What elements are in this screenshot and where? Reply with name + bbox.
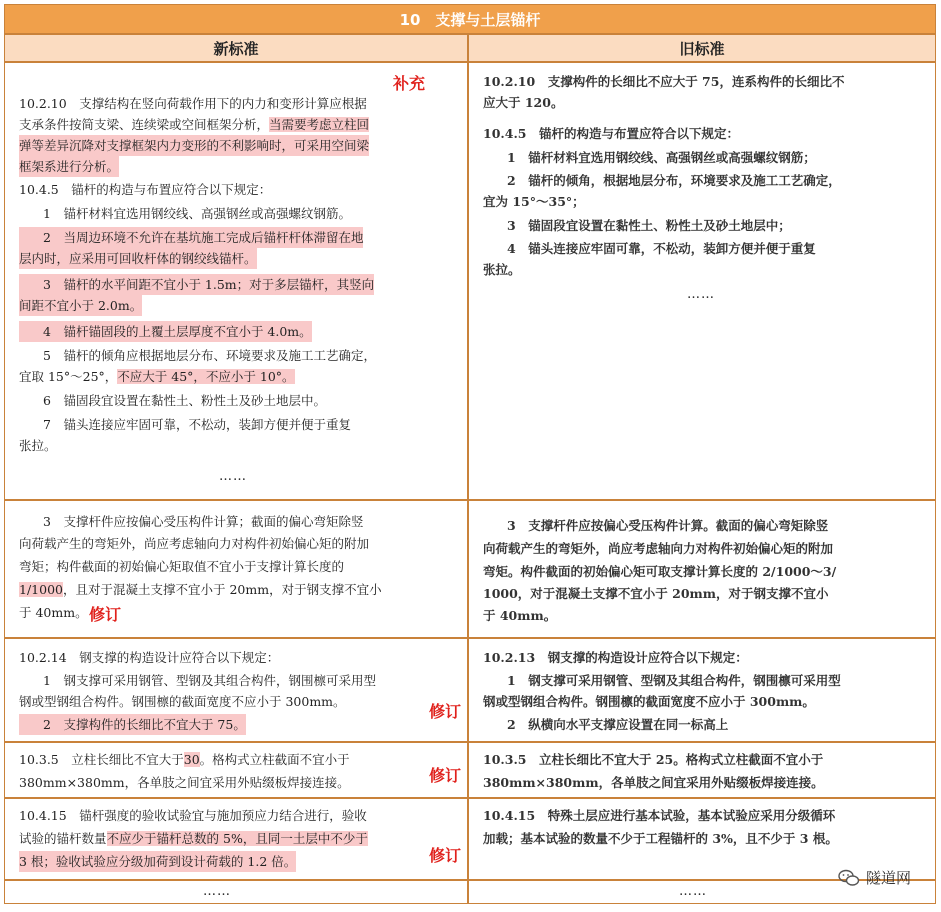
new-cell-row5 [4, 798, 468, 880]
text-line: 弯矩。构件截面的初始偏心矩可取支撑计算长度的 2/1000～3/ [483, 564, 837, 579]
text-line: 宜为 15°～35°； [483, 194, 585, 209]
revise-tag: 修订 [89, 605, 122, 624]
text-line: 7 锚头连接应牢固可靠，不松动，装卸方便并便于重复 [43, 417, 351, 432]
highlight: 不应大于 45°，不应小于 10°。 [117, 369, 295, 384]
text-line: 张拉。 [483, 262, 521, 277]
text-line: 10.4.5 锚杆的构造与布置应符合以下规定： [483, 126, 739, 141]
text-line-highlight: 3 锚杆的水平间距不宜小于 1.5m；对于多层锚杆，其竖向 [19, 274, 374, 295]
highlight: 当需要考虑立柱回 [269, 117, 370, 132]
text-line: 张拉。 [19, 438, 57, 453]
text-line-highlight: 3 根；验收试验应分级加荷到设计荷载的 1.2 倍。 [19, 851, 296, 872]
text-line-highlight: 4 锚杆锚固段的上覆土层厚度不宜小于 4.0m。 [19, 321, 312, 342]
table-title: 10 支撑与土层锚杆 [4, 4, 936, 34]
old-cell-row4 [468, 742, 936, 798]
text-line: 1 锚杆材料宜选用钢绞线、高强钢丝或高强螺纹钢筋。 [43, 206, 351, 221]
text-line-highlight: 框架系进行分析。 [19, 156, 119, 177]
text-line: 4 锚头连接应牢固可靠，不松动，装卸方便并便于重复 [507, 241, 816, 256]
text-line: 10.4.15 锚杆强度的验收试验宜与施加预应力结合进行，验收 [19, 808, 367, 823]
new-cell-row4 [4, 742, 468, 798]
highlight: 1/1000 [19, 582, 63, 597]
ellipsis: …… [203, 884, 231, 899]
text-line: 于 40mm。 [19, 605, 88, 620]
new-cell-row2 [4, 500, 468, 638]
revise-tag: 修订 [429, 766, 462, 785]
text-line: 1 钢支撑可采用钢管、型钢及其组合构件，钢围檩可采用型 [507, 673, 841, 688]
text-line-highlight: 2 当周边环境不允许在基坑施工完成后锚杆杆体滞留在地 [19, 227, 363, 248]
supplement-tag: 补充 [393, 74, 426, 93]
text-line-highlight: 层内时，应采用可回收杆体的钢绞线锚杆。 [19, 248, 257, 269]
text-line: 支承条件按简支梁、连续梁或空间框架分析，当需要考虑立柱回 [19, 117, 370, 132]
watermark-text: 隧道网 [865, 869, 911, 887]
text-line: 10.3.5 立柱长细比不宜大于 25。格构式立柱截面不宜小于 [483, 752, 824, 767]
text-line: 1 钢支撑可采用钢管、型钢及其组合构件，钢围檩可采用型 [43, 673, 376, 688]
old-cell-row3 [468, 638, 936, 742]
text-line: 向荷载产生的弯矩外，尚应考虑轴向力对构件初始偏心矩的附加 [483, 541, 834, 556]
wechat-icon [838, 869, 860, 887]
text-line: 向荷载产生的弯矩外，尚应考虑轴向力对构件初始偏心矩的附加 [19, 536, 370, 551]
revise-tag: 修订 [429, 702, 462, 721]
text-line: 1/1000，且对于混凝土支撑不宜小于 20mm，对于钢支撑不宜小 [19, 582, 382, 597]
ellipsis: …… [679, 884, 707, 899]
old-cell-row2 [468, 500, 936, 638]
text-line: 弯矩；构件截面的初始偏心矩取值不宜小于支撑计算长度的 [19, 559, 345, 574]
ellipsis: …… [687, 287, 715, 302]
ellipsis: …… [219, 469, 247, 484]
text-line: 试验的锚杆数量不应少于锚杆总数的 5%，且同一土层中不少于 [19, 831, 368, 846]
highlight: 不应少于锚杆总数的 5%，且同一土层中不少于 [106, 831, 368, 846]
text-line: 6 锚固段宜设置在黏性土、粉性土及砂土地层中。 [43, 393, 326, 408]
revise-tag: 修订 [429, 846, 462, 865]
text-line: 应大于 120。 [483, 95, 564, 110]
text-line: 10.4.5 锚杆的构造与布置应符合以下规定： [19, 182, 272, 197]
new-cell-row6 [4, 880, 468, 904]
text-line: 380mm×380mm，各单肢之间宜采用外贴缀板焊接连接。 [19, 775, 350, 790]
text-line-highlight: 间距不宜小于 2.0m。 [19, 295, 142, 316]
text-line: 1 锚杆材料宜选用钢绞线、高强钢丝或高强螺纹钢筋； [507, 150, 816, 165]
header-new-standard: 新标准 [4, 34, 468, 62]
text-line: 于 40mm。 [483, 608, 557, 623]
text-line: 3 锚固段宜设置在黏性土、粉性土及砂土地层中； [507, 218, 791, 233]
text-line: 10.4.15 特殊土层应进行基本试验，基本试验应采用分级循环 [483, 808, 836, 823]
text-line-highlight: 弹等差异沉降对支撑框架内力变形的不利影响时，可采用空间梁 [19, 135, 369, 156]
text-line: 5 锚杆的倾角应根据地层分布、环境要求及施工工艺确定， [43, 348, 376, 363]
new-cell-row3 [4, 638, 468, 742]
watermark [838, 867, 911, 888]
text-line: 10.2.10 支撑构件的长细比不应大于 75，连系构件的长细比不 [483, 74, 845, 89]
header-old-standard: 旧标准 [468, 34, 936, 62]
text-line: 10.2.13 钢支撑的构造设计应符合以下规定： [483, 650, 748, 665]
text-line: 钢或型钢组合构件。钢围檩的截面宽度不应小于 300mm。 [19, 694, 346, 709]
text-line-highlight: 2 支撑构件的长细比不宜大于 75。 [19, 714, 246, 735]
text-line: 宜取 15°～25°，不应大于 45°，不应小于 10°。 [19, 369, 295, 384]
text-line: 10.2.14 钢支撑的构造设计应符合以下规定： [19, 650, 280, 665]
text-line: 10.2.10 支撑结构在竖向荷载作用下的内力和变形计算应根据 [19, 96, 367, 111]
text-line: 380mm×380mm，各单肢之间宜采用外贴缀板焊接连接。 [483, 775, 824, 790]
highlight: 30 [183, 752, 200, 767]
text-line: 3 支撑杆件应按偏心受压构件计算。截面的偏心弯矩除竖 [507, 518, 829, 533]
comparison-table [4, 4, 936, 904]
text-line: 1000，对于混凝土支撑不宜小于 20mm，对于钢支撑不宜小 [483, 586, 829, 601]
text-line: 2 纵横向水平支撑应设置在同一标高上 [507, 717, 729, 732]
text-line: 10.3.5 立柱长细比不宜大于30。格构式立柱截面不宜小于 [19, 752, 350, 767]
old-cell-row1 [468, 62, 936, 500]
text-line: 2 锚杆的倾角，根据地层分布，环境要求及施工工艺确定， [507, 173, 841, 188]
new-cell-row1 [4, 62, 468, 500]
text-line: 钢或型钢组合构件。钢围檩的截面宽度不应小于 300mm。 [483, 694, 815, 709]
text-line: 3 支撑杆件应按偏心受压构件计算；截面的偏心弯矩除竖 [43, 514, 364, 529]
text-line: 加载；基本试验的数量不少于工程锚杆的 3%，且不少于 3 根。 [483, 831, 838, 846]
